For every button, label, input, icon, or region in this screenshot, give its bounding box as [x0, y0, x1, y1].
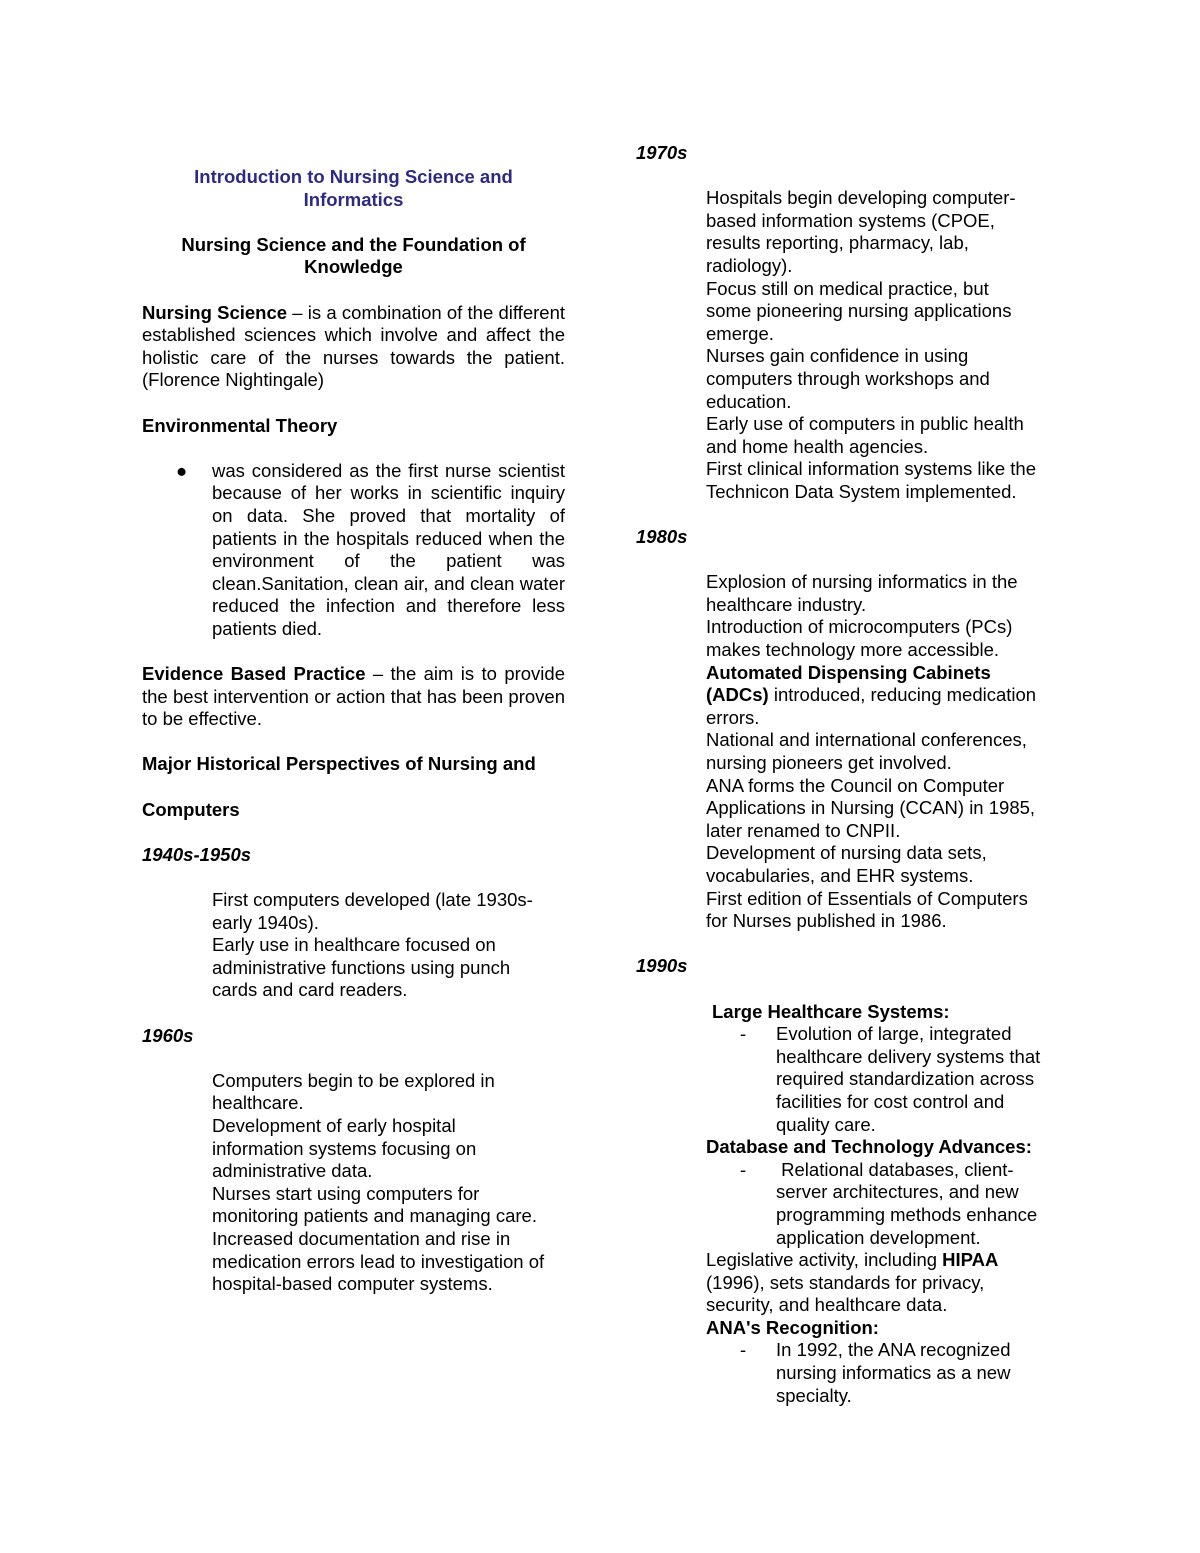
text-line: administrative data.: [212, 1160, 373, 1182]
text-line: later renamed to CNPII.: [706, 819, 901, 841]
text-line: radiology).: [706, 254, 793, 276]
text-line: early 1940s).: [212, 911, 319, 933]
nursing-science-definition: – is a combination of the different established sciences which involve and affect the holistic care of the nurses towards the patient. (Florence Nightingale): [142, 301, 565, 391]
text-line: programming methods enhance: [776, 1203, 1038, 1225]
title-line-1: Introduction to Nursing Science and: [194, 166, 513, 187]
text-line: for Nurses published in 1986.: [706, 910, 947, 932]
ebp-paragraph: [142, 663, 565, 731]
text-line: security, and healthcare data.: [706, 1294, 948, 1316]
ana-recognition-item: [706, 1339, 1068, 1407]
left-column: [142, 166, 565, 1296]
adc-line-2: [706, 684, 1068, 707]
computers-heading: Computers: [142, 798, 240, 820]
text-line: education.: [706, 390, 792, 412]
large-systems-heading: Large Healthcare Systems:: [712, 1000, 950, 1022]
legislative-line-1: [706, 1249, 1068, 1272]
text-line: nursing informatics as a new: [776, 1362, 1011, 1384]
ana-recognition-heading: ANA's Recognition:: [706, 1316, 879, 1338]
hipaa-term: HIPAA: [942, 1249, 999, 1271]
text-line: Increased documentation and rise in: [212, 1227, 511, 1249]
text-line: results reporting, pharmacy, lab,: [706, 232, 969, 254]
environmental-theory-bullet: [142, 460, 565, 641]
database-item: [706, 1159, 1068, 1249]
text-line: cards and card readers.: [212, 979, 408, 1001]
text-line: errors.: [706, 706, 760, 728]
database-heading: Database and Technology Advances:: [706, 1136, 1032, 1158]
subtitle-line-2: Knowledge: [304, 256, 403, 278]
section-subtitle: [142, 234, 565, 279]
environmental-theory-heading: Environmental Theory: [142, 414, 338, 436]
adc-line-2-rest: introduced, reducing medication: [768, 684, 1037, 706]
text-line: Nurses gain confidence in using: [706, 345, 969, 367]
era-heading-1990s: 1990s: [636, 955, 688, 977]
text-line: Relational databases, client-: [776, 1158, 1014, 1180]
text-line: computers through workshops and: [706, 367, 990, 389]
text-line: based information systems (CPOE,: [706, 209, 995, 231]
text-line: Early use in healthcare focused on: [212, 934, 496, 956]
era-heading-1940s: 1940s-1950s: [142, 843, 252, 865]
text-line: Computers begin to be explored in: [212, 1069, 495, 1091]
era-1940s-text: [142, 889, 565, 1002]
text-line: Development of early hospital: [212, 1114, 456, 1136]
document-title: [142, 166, 565, 211]
text-line: National and international conferences,: [706, 729, 1027, 751]
bullet-text: was considered as the first nurse scientist because of her works in scientific inquiry on data. She proved that mortality of patients in the hospitals reduced when the environment of the patient was clean.Sanitation, clean air, and clean water reduced the infection and therefore less patients died.: [212, 459, 565, 639]
large-systems-item: [706, 1023, 1068, 1136]
era-1990s-text: [636, 1001, 1068, 1408]
dash-icon: -: [740, 1023, 747, 1045]
dash-icon: -: [740, 1158, 747, 1180]
text-line: emerge.: [706, 322, 774, 344]
text-line: Hospitals begin developing computer-: [706, 187, 1016, 209]
adc-term-line-2: (ADCs): [706, 684, 769, 706]
era-heading-1970s: 1970s: [636, 142, 688, 163]
text-line: Focus still on medical practice, but: [706, 277, 989, 299]
text-line: Applications in Nursing (CCAN) in 1985,: [706, 797, 1036, 819]
subtitle-line-1: Nursing Science and the Foundation of: [181, 233, 526, 255]
bullet-icon: ●: [176, 459, 188, 481]
text-line: Nurses start using computers for: [212, 1182, 480, 1204]
ebp-definition: – the aim is to provide the best intervention or action that has been proven to be effective.: [142, 663, 565, 730]
text-line: medication errors lead to investigation of: [212, 1250, 545, 1272]
text-line: First edition of Essentials of Computers: [706, 887, 1028, 909]
text-line: healthcare delivery systems that: [776, 1045, 1041, 1067]
text-line: quality care.: [776, 1113, 876, 1135]
text-line: required standardization across: [776, 1068, 1035, 1090]
era-heading-1980s: 1980s: [636, 526, 688, 548]
text-line: makes technology more accessible.: [706, 639, 1000, 661]
text-line: In 1992, the ANA recognized: [776, 1339, 1011, 1361]
nursing-science-paragraph: [142, 302, 565, 392]
text-line: application development.: [776, 1226, 981, 1248]
major-perspectives-heading: Major Historical Perspectives of Nursing and: [142, 753, 536, 775]
text-line: (1996), sets standards for privacy,: [706, 1271, 985, 1293]
ebp-term: Evidence Based Practice: [142, 663, 366, 685]
text-line: and home health agencies.: [706, 435, 929, 457]
text-line: ANA forms the Council on Computer: [706, 774, 1005, 796]
era-1970s-text: [636, 187, 1068, 503]
title-line-2: Informatics: [303, 188, 404, 210]
text-line: vocabularies, and EHR systems.: [706, 865, 974, 886]
text-line: First clinical information systems like the: [706, 458, 1037, 480]
text-line: monitoring patients and managing care.: [212, 1205, 537, 1227]
legislative-text: Legislative activity, including: [706, 1249, 943, 1271]
era-1960s-text: [142, 1070, 565, 1296]
text-line: specialty.: [776, 1384, 852, 1406]
era-1980s-text: [636, 571, 1068, 933]
text-line: facilities for cost control and: [776, 1090, 1005, 1112]
text-line: some pioneering nursing applications: [706, 300, 1012, 322]
text-line: healthcare.: [212, 1092, 304, 1114]
text-line: nursing pioneers get involved.: [706, 752, 952, 774]
text-line: Development of nursing data sets,: [706, 842, 987, 864]
text-line: Explosion of nursing informatics in the: [706, 571, 1018, 593]
nursing-science-term: Nursing Science: [142, 301, 288, 323]
adc-term-line-1: Automated Dispensing Cabinets: [706, 661, 991, 683]
text-line: hospital-based computer systems.: [212, 1273, 493, 1295]
text-line: Introduction of microcomputers (PCs): [706, 616, 1013, 638]
text-line: administrative functions using punch: [212, 956, 511, 978]
text-line: Early use of computers in public health: [706, 413, 1024, 435]
text-line: healthcare industry.: [706, 593, 867, 615]
text-line: server architectures, and new: [776, 1181, 1019, 1203]
right-column: [636, 142, 1068, 1407]
text-line: First computers developed (late 1930s-: [212, 889, 533, 910]
text-line: information systems focusing on: [212, 1137, 477, 1159]
text-line: Technicon Data System implemented.: [706, 480, 1017, 502]
dash-icon: -: [740, 1339, 747, 1361]
era-heading-1960s: 1960s: [142, 1024, 194, 1046]
text-line: Evolution of large, integrated: [776, 1023, 1012, 1045]
